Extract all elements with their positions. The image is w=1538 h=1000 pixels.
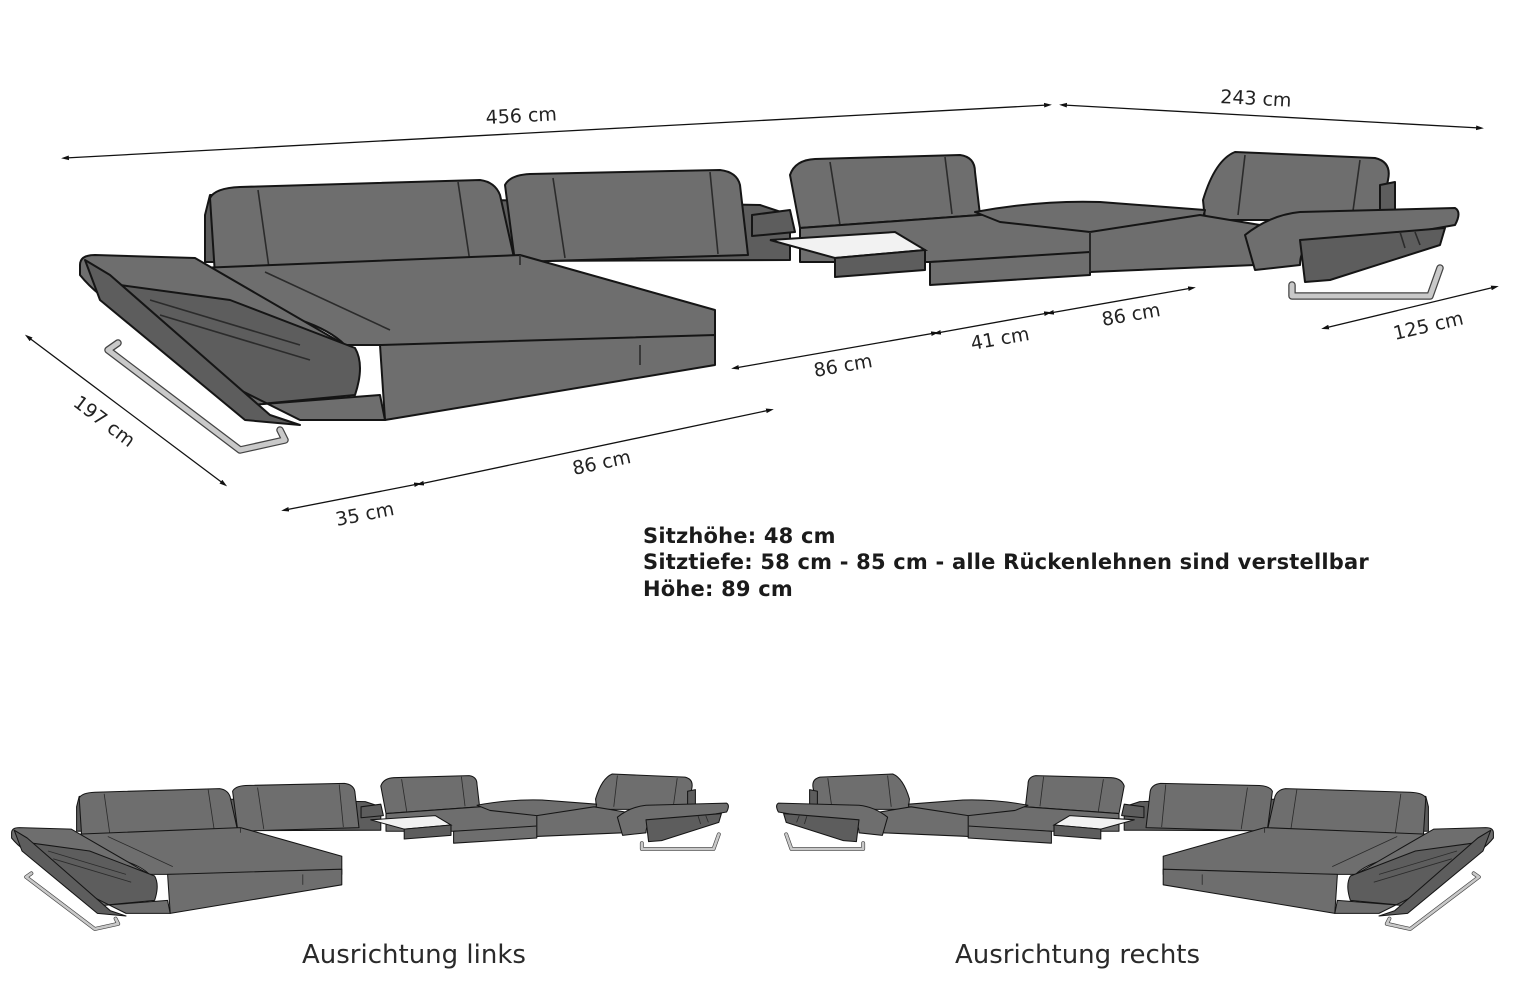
dim-label-197: 197 cm [68,391,140,452]
caption-right-orientation: Ausrichtung rechts [955,940,1201,970]
dim-label-35: 35 cm [333,498,397,531]
dim-label-86-c: 86 cm [570,446,633,480]
dim-label-41: 41 cm [969,322,1032,355]
dim-label-456: 456 cm [485,103,558,129]
main-sofa-drawing [80,152,1459,450]
spec-seat-depth: Sitztiefe: 58 cm - 85 cm - alle Rückenlehnen sind verstellbar [643,550,1369,574]
dim-label-86-b: 86 cm [1100,298,1163,331]
spec-height: Höhe: 89 cm [643,577,793,601]
thumbnail-right-orientation [777,774,1494,929]
caption-left-orientation: Ausrichtung links [302,940,526,970]
thumbnail-left-orientation [12,774,729,929]
dim-label-125: 125 cm [1391,307,1466,345]
dim-label-243: 243 cm [1219,86,1293,112]
dim-label-86-a: 86 cm [812,349,875,382]
spec-seat-height: Sitzhöhe: 48 cm [643,524,836,548]
